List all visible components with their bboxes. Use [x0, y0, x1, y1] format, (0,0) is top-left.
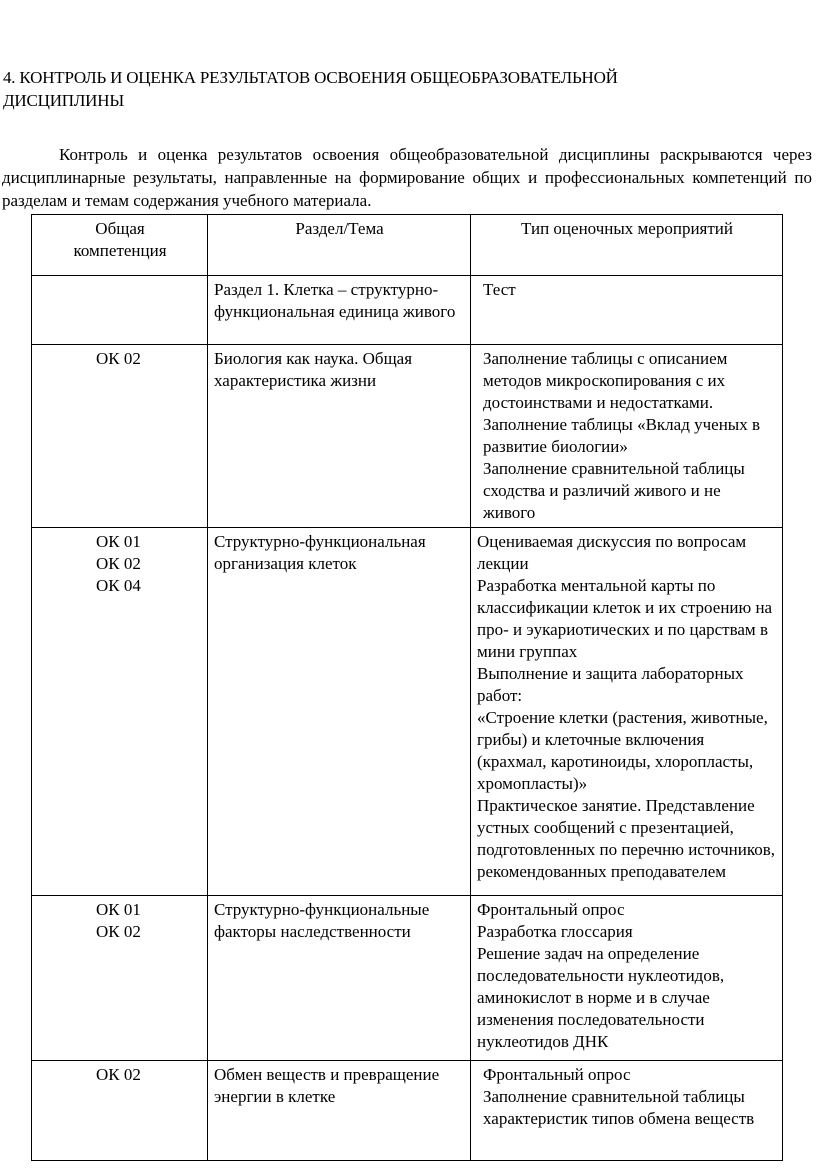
- table-header-row: [32, 215, 783, 276]
- table-row: [32, 345, 783, 528]
- competence-cell: ОК 02: [32, 1061, 208, 1161]
- header-competence: Общая компетенция: [32, 215, 208, 276]
- activities-cell: Фронтальный опрос Заполнение сравнительной таблицы характеристик типов обмена веществ: [471, 1061, 783, 1161]
- page-title: [3, 66, 793, 112]
- title-line-1: 4. КОНТРОЛЬ И ОЦЕНКА РЕЗУЛЬТАТОВ ОСВОЕНИЯ ОБЩЕОБРАЗОВАТЕЛЬНОЙ: [3, 68, 618, 87]
- competence-cell: ОК 01 ОК 02: [32, 896, 208, 1061]
- competence-cell: ОК 01 ОК 02 ОК 04: [32, 528, 208, 896]
- table-row: [32, 276, 783, 345]
- table-row: [32, 1061, 783, 1161]
- activities-cell: Тест: [471, 276, 783, 345]
- competence-cell: [32, 276, 208, 345]
- activities-cell: Фронтальный опрос Разработка глоссария Решение задач на определение последовательности нуклеотидов, аминокислот в норме и в случае изменения последовательности нуклеотидов ДНК: [471, 896, 783, 1061]
- section-cell: Биология как наука. Общая характеристика жизни: [208, 345, 471, 528]
- activities-cell: Заполнение таблицы с описанием методов микроскопирования с их достоинствами и недостатками. Заполнение таблицы «Вклад ученых в развитие биологии» Заполнение сравнительной таблицы сходства и различий живого и не живого: [471, 345, 783, 528]
- intro-paragraph: Контроль и оценка результатов освоения общеобразовательной дисциплины раскрываются через дисциплинарные результаты, направленные на формирование общих и профессиональных компетенций по разделам и темам содержания учебного материала.: [2, 145, 812, 210]
- section-cell: Раздел 1. Клетка – структурно-функциональная единица живого: [208, 276, 471, 345]
- section-cell: Структурно-функциональные факторы наследственности: [208, 896, 471, 1061]
- table-row: [32, 528, 783, 896]
- header-activities: Тип оценочных мероприятий: [471, 215, 783, 276]
- header-section: Раздел/Тема: [208, 215, 471, 276]
- section-cell: Структурно-функциональная организация клеток: [208, 528, 471, 896]
- activities-cell: Оцениваемая дискуссия по вопросам лекции Разработка ментальной карты по классификации клеток и их строению на про- и эукариотических и по царствам в мини группах Выполнение и защита лабораторных работ: «Строение клетки (растения, животные, грибы) и клеточные включения (крахмал, каротиноиды, хлоропласты, хромопласты)» Практическое занятие. Представление устных сообщений с презентацией, подготовленных по перечню источников, рекомендованных преподавателем: [471, 528, 783, 896]
- table-row: [32, 896, 783, 1061]
- assessment-table: [31, 214, 783, 1161]
- competence-cell: ОК 02: [32, 345, 208, 528]
- title-line-2: ДИСЦИПЛИНЫ: [3, 91, 124, 110]
- section-cell: Обмен веществ и превращение энергии в клетке: [208, 1061, 471, 1161]
